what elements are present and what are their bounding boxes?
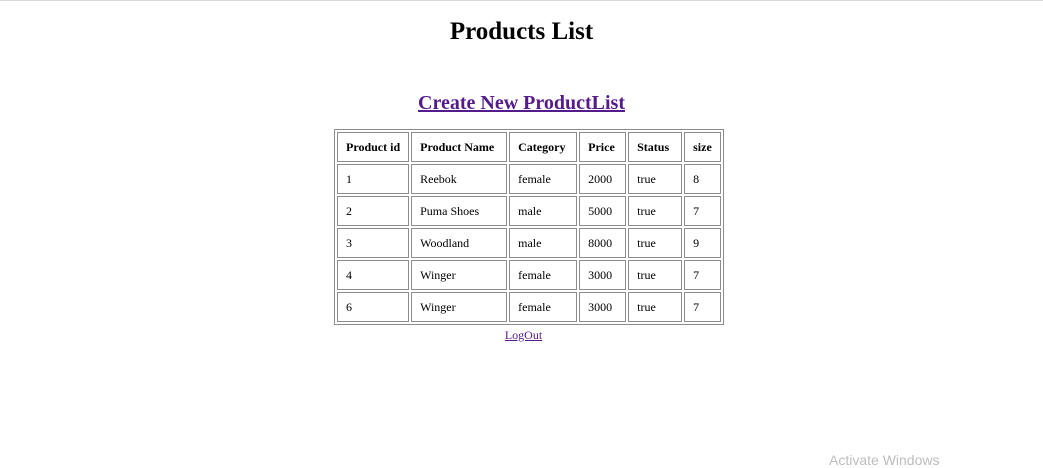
top-border-line (0, 0, 1043, 1)
cell-size: 7 (684, 196, 721, 226)
cell-status: true (628, 228, 682, 258)
create-link-container (0, 91, 1043, 115)
table-row (337, 228, 721, 258)
table-row (337, 164, 721, 194)
cell-product-id: 3 (337, 228, 409, 258)
products-table (334, 129, 724, 325)
cell-category: female (509, 164, 577, 194)
cell-size: 8 (684, 164, 721, 194)
cell-status: true (628, 164, 682, 194)
cell-price: 5000 (579, 196, 626, 226)
cell-product-id: 6 (337, 292, 409, 322)
cell-price: 3000 (579, 292, 626, 322)
cell-price: 2000 (579, 164, 626, 194)
cell-product-name: Reebok (411, 164, 507, 194)
cell-product-name: Winger (411, 260, 507, 290)
cell-status: true (628, 196, 682, 226)
table-row (337, 196, 721, 226)
create-new-productlist-link[interactable]: Create New ProductList (418, 92, 625, 114)
cell-size: 7 (684, 260, 721, 290)
page-title: Products List (449, 18, 594, 45)
cell-size: 7 (684, 292, 721, 322)
cell-price: 3000 (579, 260, 626, 290)
cell-product-name: Woodland (411, 228, 507, 258)
header-price: Price (579, 132, 626, 162)
cell-status: true (628, 260, 682, 290)
cell-status: true (628, 292, 682, 322)
cell-size: 9 (684, 228, 721, 258)
cell-product-id: 4 (337, 260, 409, 290)
cell-product-id: 1 (337, 164, 409, 194)
cell-category: female (509, 292, 577, 322)
table-row (337, 292, 721, 322)
header-status: Status (628, 132, 682, 162)
activate-windows-watermark: Activate Windows (829, 452, 940, 468)
table-header-row (337, 132, 721, 162)
cell-category: male (509, 228, 577, 258)
cell-product-id: 2 (337, 196, 409, 226)
header-category: Category (509, 132, 577, 162)
table-row (337, 260, 721, 290)
logout-container (0, 328, 1043, 343)
products-table-container (334, 129, 724, 325)
cell-product-name: Puma Shoes (411, 196, 507, 226)
cell-price: 8000 (579, 228, 626, 258)
header-product-name: Product Name (411, 132, 507, 162)
header-size: size (684, 132, 721, 162)
cell-product-name: Winger (411, 292, 507, 322)
cell-category: female (509, 260, 577, 290)
cell-category: male (509, 196, 577, 226)
logout-link[interactable]: LogOut (504, 328, 543, 342)
header-product-id: Product id (337, 132, 409, 162)
